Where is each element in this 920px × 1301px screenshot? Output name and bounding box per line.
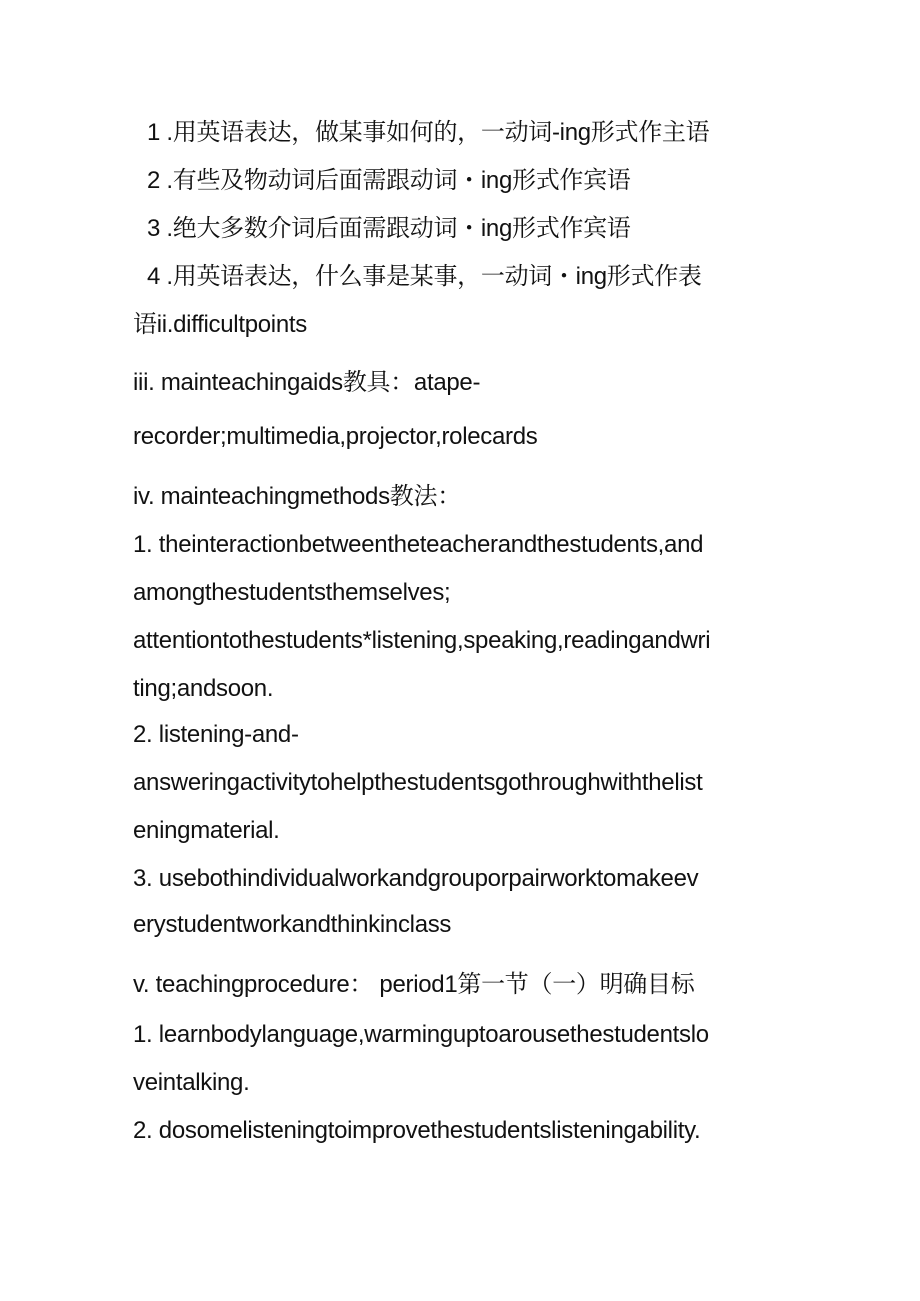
teaching-aids-text: recorder;multimedia,projector,rolecards [133,423,538,450]
method-1-line: ting;andsoon. [133,675,274,702]
teaching-aids-heading: iii. mainteachingaids教具：atape- [133,369,481,396]
procedure-1-line: veintalking. [133,1069,250,1096]
objective-1-line: 1 .用英语表达，做某事如何的，一动词-ing形式作主语 [147,119,710,146]
method-3-line: 3. usebothindividualworkandgrouporpairworktomakeev [133,865,699,892]
teaching-procedure-heading: v. teachingprocedure： period1第一节（一）明确目标 [133,971,695,998]
method-1-line: 1. theinteractionbetweentheteacherandthestudents,and [133,531,704,558]
method-2-line: eningmaterial. [133,817,280,844]
teaching-methods-heading: iv. mainteachingmethods教法： [133,483,461,510]
procedure-1-line: 1. learnbodylanguage,warminguptoarousethestudentslo [133,1021,709,1048]
objective-2-line: 2 .有些及物动词后面需跟动词・ing形式作宾语 [147,167,631,194]
method-1-line: attentiontothestudents*listening,speaking,readingandwri [133,627,711,654]
method-3-line: erystudentworkandthinkinclass [133,911,452,938]
procedure-2-line: 2. dosomelisteningtoimprovethestudentslisteningability. [133,1117,701,1144]
difficult-points-heading: 语ii.difficultpoints [133,311,307,338]
method-2-line: answeringactivitytohelpthestudentsgothroughwiththelist [133,769,703,796]
objective-3-line: 3 .绝大多数介词后面需跟动词・ing形式作宾语 [147,215,631,242]
objective-4-line: 4 .用英语表达，什么事是某事，一动词・ing形式作表 [147,263,702,290]
method-1-line: amongthestudentsthemselves; [133,579,451,606]
method-2-line: 2. listening-and- [133,721,299,748]
